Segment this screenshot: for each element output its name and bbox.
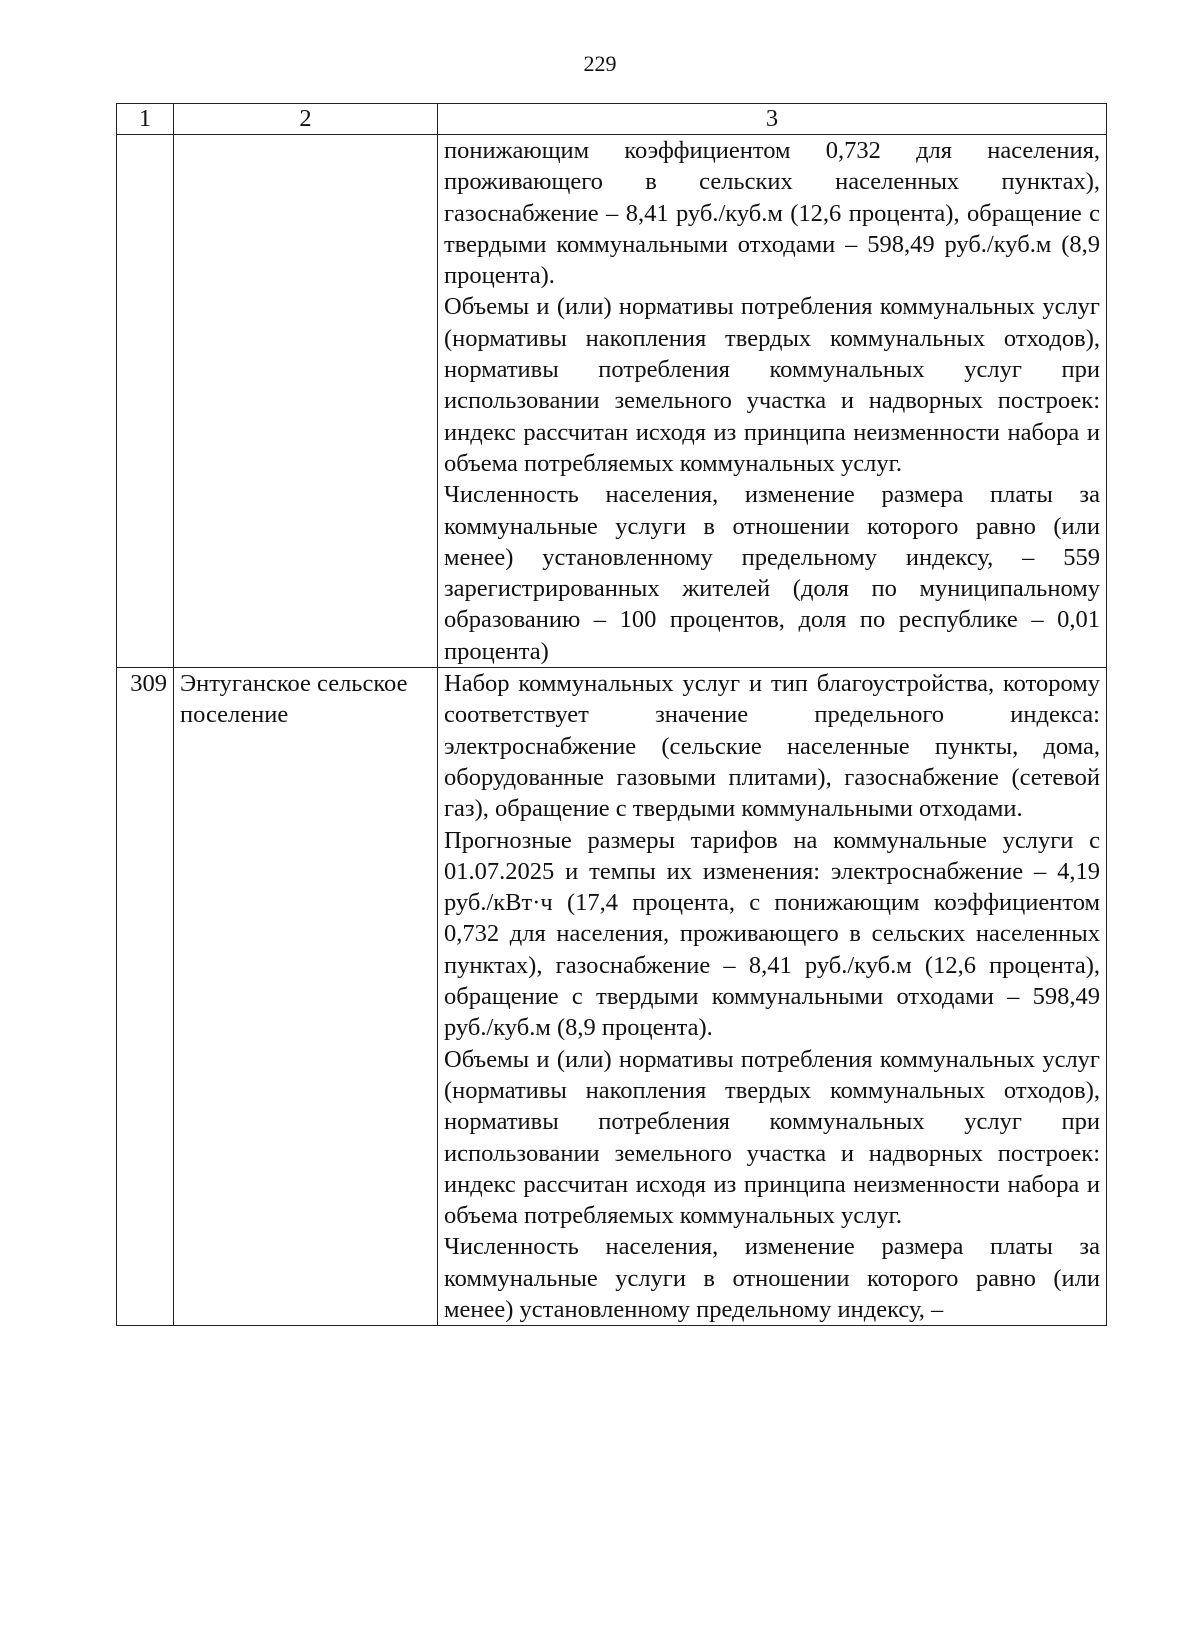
- description-paragraph: Прогнозные размеры тарифов на коммунальные услуги с 01.07.2025 и темпы их изменения: электроснабжение – 4,19 руб./кВт·ч (17,4 процента, с понижающим коэффициентом 0,732 для населения, проживающего в сельских населенных пунктах), газоснабжение – 8,41 руб./куб.м (12,6 процента), обращение с твердыми коммунальными отходами – 598,49 руб./куб.м (8,9 процента).: [444, 826, 1100, 1042]
- description-paragraph: Численность населения, изменение размера платы за коммунальные услуги в отношении которого равно (или менее) установленному предельному индексу, – 559 зарегистрированных жителей (доля по муниципальному образованию – 100 процентов, доля по республике – 0,01 процента): [444, 481, 1100, 665]
- page-number: 229: [583, 51, 617, 76]
- document-table: [116, 103, 1107, 1326]
- row-description: [438, 668, 1107, 1326]
- description-paragraph: Набор коммунальных услуг и тип благоустройства, которому соответствует значение предельного индекса: электроснабжение (сельские населенные пункты, дома, оборудованные газовыми плитами), газоснабжение (сетевой газ), обращение с твердыми коммунальными отходами.: [444, 670, 1100, 823]
- column-header-1: 1: [117, 104, 174, 135]
- column-header-2: 2: [174, 104, 438, 135]
- settlement-name: [174, 135, 438, 668]
- row-number: 309: [117, 668, 174, 1326]
- description-paragraph: Объемы и (или) нормативы потребления коммунальных услуг (нормативы накопления твердых коммунальных отходов), нормативы потребления коммунальных услуг при использовании земельного участка и надворных построек: индекс рассчитан исходя из принципа неизменности набора и объема потребляемых коммунальных услуг.: [444, 1045, 1100, 1230]
- row-number: [117, 135, 174, 668]
- table-body: [117, 135, 1107, 1326]
- description-paragraph: Численность населения, изменение размера платы за коммунальные услуги в отношении которого равно (или менее) установленному предельному индексу, –: [444, 1233, 1100, 1323]
- column-header-3: 3: [438, 104, 1107, 135]
- settlement-name: Энтуганское сельское поселение: [174, 668, 438, 1326]
- table-row: [117, 668, 1107, 1326]
- table-header-row: [117, 104, 1107, 135]
- description-paragraph: Объемы и (или) нормативы потребления коммунальных услуг (нормативы накопления твердых коммунальных отходов), нормативы потребления коммунальных услуг при использовании земельного участка и надворных построек: индекс рассчитан исходя из принципа неизменности набора и объема потребляемых коммунальных услуг.: [444, 293, 1100, 477]
- row-description: [438, 135, 1107, 668]
- table-header: [117, 104, 1107, 135]
- description-paragraph: понижающим коэффициентом 0,732 для населения, проживающего в сельских населенных пунктах), газоснабжение – 8,41 руб./куб.м (12,6 процента), обращение с твердыми коммунальными отходами – 598,49 руб./куб.м (8,9 процента).: [444, 137, 1100, 290]
- table-row: [117, 135, 1107, 668]
